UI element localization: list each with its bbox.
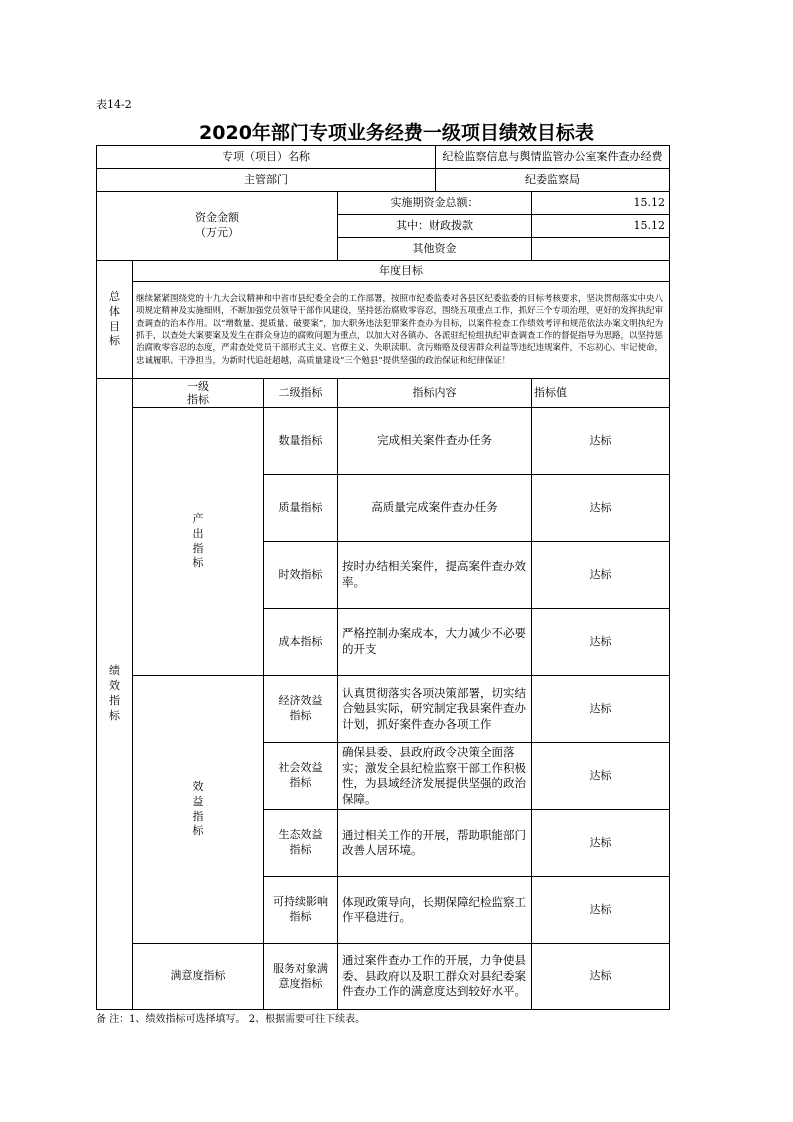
project-name-value: 纪检监察信息与舆情监管办公室案件查办经费 [436,146,670,169]
level2-text: 经济效益指标 [278,694,323,722]
footnote: 备 注：1、绩效指标可选择填写。 2、根据需要可往下续表。 [96,1014,366,1025]
content-cell: 按时办结相关案件，提高案件查办效率。 [338,542,532,609]
total-funds-label: 实施期资金总额： [338,192,532,215]
department-label: 主管部门 [97,169,436,192]
level2-cell [264,676,338,743]
value-cell: 达标 [532,877,670,944]
level2-cell: 质量指标 [264,475,338,542]
level1-benefit [133,676,264,944]
funds-label: 资金金额 [195,211,239,225]
table-row [97,408,670,475]
level1-benefit-text: 效益指标 [192,779,204,838]
total-funds-value: 15.12 [532,192,670,215]
level2-cell [264,743,338,810]
performance-side-text: 绩效指标 [109,664,120,722]
level2-cell [264,810,338,877]
performance-side-label [97,379,133,1010]
content-cell: 完成相关案件查办任务 [338,408,532,475]
value-cell: 达标 [532,542,670,609]
table-row [97,676,670,743]
content-cell: 体现政策导向，长期保障纪检监察工作平稳进行。 [338,877,532,944]
level2-cell: 数量指标 [264,408,338,475]
value-cell: 达标 [532,810,670,877]
level2-text: 服务对象满意度指标 [273,961,328,990]
col-header-level2: 二级指标 [264,379,338,408]
funds-amount-cell [97,192,338,261]
content-cell: 认真贯彻落实各项决策部署，切实结合勉县实际，研究制定我县案件查办计划，抓好案件查办各项工作 [338,676,532,743]
value-cell: 达标 [532,408,670,475]
annual-goal-header: 年度目标 [133,261,670,282]
fiscal-funds-value: 15.12 [532,215,670,238]
other-funds-label: 其他资金 [338,238,532,261]
fiscal-funds-label: 其中：财政拨款 [338,215,532,238]
content-cell: 严格控制办案成本，大力减少不必要的开支 [338,609,532,676]
annual-goal-text: 继续紧紧围绕党的十九大会议精神和中省市县纪委全会的工作部署，按照市纪委监委对各县区纪委监委的目标考核要求，坚决贯彻落实中央八项规定精神及实施细则，不断加强党员领导干部作风建设，坚持惩治腐败零容忍，围绕五项重点工作，抓好三个专项治理，更好的发挥执纪审查调查的治本作用。以“增数量、提质量、破要案”，加大职务违法犯罪案件查办为目标，以案件检查工作绩效考评和规范依法办案文明执纪为抓手，以查处大案要案及发生在群众身边的腐败问题为重点，以加大对各镇办、各派驻纪检组执纪审查调查工作的督促指导为思路，以坚持惩治腐败零容忍的态度，严肃查处党员干部形式主义、官僚主义、失职渎职、贪污贿赂及侵害群众利益等违纪违规案件，不忘初心、牢记使命，忠诚履职、干净担当，为新时代追赶超越，高质量建设“三个勉县”提供坚强的政治保证和纪律保证！ [133,282,670,379]
level1-output [133,408,264,676]
content-cell: 通过相关工作的开展，帮助职能部门改善人居环境。 [338,810,532,877]
col-header-content: 指标内容 [338,379,532,408]
content-cell: 高质量完成案件查办任务 [338,475,532,542]
level2-cell: 成本指标 [264,609,338,676]
value-cell: 达标 [532,475,670,542]
content-cell: 通过案件查办工作的开展，力争使县委、县政府以及职工群众对县纪委案件查办工作的满意度达到较好水平。 [338,944,532,1010]
level2-text: 生态效益指标 [278,828,323,857]
table-row [97,944,670,1010]
overall-goal-side-text: 总体目标 [109,289,120,348]
level2-text: 社会效益指标 [278,761,323,790]
page-title: 2020年部门专项业务经费一级项目绩效目标表 [199,122,594,144]
performance-target-table [96,145,670,1010]
level2-cell [264,877,338,944]
value-cell: 达标 [532,609,670,676]
funds-unit: （万元） [195,226,239,239]
table-number: 表14-2 [96,98,132,111]
value-cell: 达标 [532,743,670,810]
level2-cell [264,944,338,1010]
value-cell: 达标 [532,944,670,1010]
level2-cell: 时效指标 [264,542,338,609]
other-funds-value [532,238,670,261]
col-header-value: 指标值 [532,379,670,408]
level2-text: 可持续影响指标 [273,895,328,924]
project-name-label: 专项（项目）名称 [97,146,436,169]
department-value: 纪委监察局 [436,169,670,192]
overall-goal-side-label [97,261,133,379]
col-header-level1: 一级 指标 [133,379,264,408]
level1-satisfaction: 满意度指标 [133,944,264,1010]
level1-output-text: 产出指标 [192,511,204,570]
content-cell: 确保县委、县政府政令决策全面落实；激发全县纪检监察干部工作积极性，为县域经济发展提供坚强的政治保障。 [338,743,532,810]
value-cell: 达标 [532,676,670,743]
